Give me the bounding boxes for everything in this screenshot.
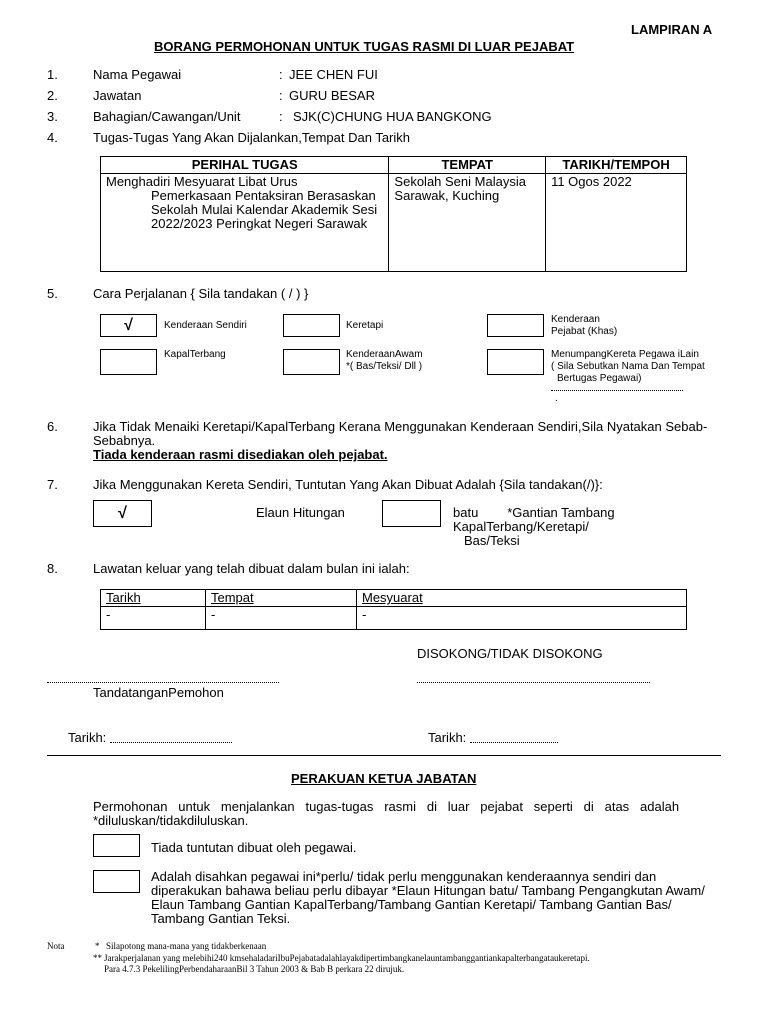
lawatan-label: Lawatan keluar yang telah dibuat dalam bulan ini ialah: — [93, 561, 410, 576]
elaun-hitungan-label: Elaun Hitungan — [256, 505, 345, 520]
tarikh-left-label: Tarikh: — [68, 730, 107, 745]
kapal-terbang-label: KapalTerbang — [164, 349, 226, 360]
jawatan-label: Jawatan — [93, 88, 142, 103]
tiada-tuntutan-label: Tiada tuntutan dibuat oleh pegawai. — [151, 840, 357, 855]
tandatangan-pemohon-label: TandatanganPemohon — [93, 685, 224, 700]
sebab-line-1: Jika Tidak Menaiki Keretapi/KapalTerbang Kerana Menggunakan Kenderaan Sendiri,Sila Nyatakan Sebab- — [93, 419, 708, 434]
tarikh-left-line — [110, 742, 232, 743]
nota-line-3: Para 4.7.3 PekelilingPerbendaharaanBil 3 Tahun 2003 & Bab B perkara 22 dirujuk. — [104, 964, 405, 974]
disahkan-checkbox[interactable] — [93, 870, 140, 893]
header-tarikh: TARIKH/TEMPOH — [546, 157, 687, 174]
nota-line-2: Jarakperjalanan yang melebihi240 kmsehaladariIbuPejabatadalahlayakdipertimbangkanelauntambanggantiankapalterbangataukeretapi. — [104, 953, 590, 963]
cara-perjalanan-label: Cara Perjalanan { Sila tandakan ( / ) } — [93, 286, 309, 301]
keretapi-checkbox[interactable] — [283, 314, 340, 337]
nota-star-2: ** — [93, 953, 102, 963]
menumpang-label-2: ( Sila Sebutkan Nama Dan Tempat — [551, 361, 705, 372]
nota-label: Nota — [47, 941, 65, 951]
tuntutan-label: Jika Menggunakan Kereta Sendiri, Tuntutan Yang Akan Dibuat Adalah {Sila tandakan(/)}: — [93, 477, 603, 492]
keretapi-label: Keretapi — [346, 320, 384, 331]
lawatan-table — [100, 589, 687, 630]
gantian-label-2: KapalTerbang/Keretapi/ — [453, 519, 589, 534]
nama-pegawai-value: JEE CHEN FUI — [289, 67, 378, 82]
header-perihal: PERIHAL TUGAS — [101, 157, 389, 174]
lawatan-cell-mesyuarat: - — [357, 607, 687, 630]
place-line-2: Sarawak, Kuching — [394, 188, 500, 203]
kenderaan-pejabat-checkbox[interactable] — [487, 314, 544, 337]
tarikh-cell — [546, 174, 687, 272]
kenderaan-awam-label-2: *( Bas/Teksi/ Dll ) — [346, 361, 423, 372]
item-7-num: 7. — [47, 477, 58, 492]
menumpang-label-1: MenumpangKereta Pegawa iLain — [551, 349, 699, 360]
lawatan-header-tarikh: Tarikh — [101, 590, 206, 607]
kenderaan-awam-label-1: KenderaanAwam — [346, 349, 423, 360]
nama-pegawai-label: Nama Pegawai — [93, 67, 182, 82]
task-date: 11 Ogos 2022 — [551, 174, 632, 189]
menumpang-label-4: . — [555, 393, 558, 404]
item-5-num: 5. — [47, 286, 58, 301]
tempat-cell — [389, 174, 546, 272]
lawatan-header-mesyuarat: Mesyuarat — [357, 590, 687, 607]
place-line-1: Sekolah Seni Malaysia — [394, 174, 526, 189]
jawatan-value: GURU BESAR — [289, 88, 375, 103]
item-3-num: 3. — [47, 109, 58, 124]
task-line-4: 2022/2023 Peringkat Negeri Sarawak — [151, 216, 368, 231]
tarikh-right-label: Tarikh: — [428, 730, 467, 745]
lampiran-label: LAMPIRAN A — [631, 22, 713, 37]
menumpang-label-3: Bertugas Pegawai) — [557, 373, 642, 384]
perakuan-para-2: *diluluskan/tidakdiluluskan. — [93, 813, 249, 828]
disahkan-line-4: Tambang Gantian Teksi. — [151, 911, 291, 926]
item-4-num: 4. — [47, 130, 58, 145]
disahkan-line-1: Adalah disahkan pegawai ini*perlu/ tidak perlu menggunakan kenderaannya sendiri dan — [151, 869, 657, 884]
nota-line-1: Silapotong mana-mana yang tidakberkenaan — [106, 941, 267, 951]
form-title: BORANG PERMOHONAN UNTUK TUGAS RASMI DI LUAR PEJABAT — [154, 39, 575, 54]
section-divider — [47, 755, 721, 756]
tugas-label: Tugas-Tugas Yang Akan Dijalankan,Tempat Dan Tarikh — [93, 130, 410, 145]
item-2-colon: : — [279, 88, 283, 103]
lawatan-header-tempat: Tempat — [206, 590, 357, 607]
task-line-3: Sekolah Mulai Kalendar Akademik Sesi — [151, 202, 378, 217]
nota-star-1: * — [95, 941, 100, 951]
kenderaan-pejabat-label-2: Pejabat (Khas) — [551, 326, 618, 337]
disokong-label: DISOKONG/TIDAK DISOKONG — [417, 646, 603, 661]
gantian-label-3: Bas/Teksi — [464, 533, 520, 548]
pemohon-signature-line — [47, 682, 279, 683]
tugas-table — [100, 156, 687, 272]
bahagian-label: Bahagian/Cawangan/Unit — [93, 109, 241, 124]
item-2-num: 2. — [47, 88, 58, 103]
item-1-colon: : — [279, 67, 283, 82]
tiada-tuntutan-checkbox[interactable] — [93, 834, 140, 857]
kapal-terbang-checkbox[interactable] — [100, 349, 157, 375]
kenderaan-sendiri-label: Kenderaan Sendiri — [164, 320, 247, 331]
elaun-hitungan-checkbox[interactable]: √ — [93, 500, 152, 527]
header-tempat: TEMPAT — [389, 157, 546, 174]
kenderaan-sendiri-checkbox[interactable]: √ — [100, 314, 157, 337]
penyokong-signature-line — [417, 682, 650, 683]
lawatan-cell-tarikh: - — [101, 607, 206, 630]
sebab-reason: Tiada kenderaan rasmi disediakan oleh pejabat. — [93, 447, 388, 462]
disahkan-line-3: Elaun Tambang Gantian KapalTerbang/Tambang Gantian Keretapi/ Tambang Gantian Bas/ — [151, 897, 672, 912]
perihal-cell — [101, 174, 389, 272]
bahagian-value: SJK(C)CHUNG HUA BANGKONG — [293, 109, 492, 124]
kenderaan-awam-checkbox[interactable] — [283, 349, 340, 375]
perakuan-para-1: Permohonan untuk menjalankan tugas-tugas rasmi di luar pejabat seperti di atas adalah — [93, 799, 680, 814]
item-8-num: 8. — [47, 561, 58, 576]
item-1-num: 1. — [47, 67, 58, 82]
perakuan-title: PERAKUAN KETUA JABATAN — [291, 771, 477, 786]
kenderaan-pejabat-label-1: Kenderaan — [551, 314, 600, 325]
disahkan-line-2: diperakukan bahawa beliau perlu dibayar *Elaun Hitungan batu/ Tambang Pengangkutan Awam/ — [151, 883, 705, 898]
sebab-line-2: Sebabnya. — [93, 433, 156, 448]
lawatan-cell-tempat: - — [206, 607, 357, 630]
menumpang-checkbox[interactable] — [487, 349, 544, 375]
tarikh-right-line — [470, 742, 558, 743]
item-6-num: 6. — [47, 419, 58, 434]
menumpang-dotted-line — [551, 390, 683, 391]
item-3-colon: : — [279, 109, 283, 124]
task-line-2: Pemerkasaan Pentaksiran Berasaskan — [151, 188, 376, 203]
gantian-tambang-checkbox[interactable] — [382, 500, 441, 527]
gantian-label-1: batu *Gantian Tambang — [453, 505, 615, 520]
task-line-1: Menghadiri Mesyuarat Libat Urus — [106, 174, 298, 189]
